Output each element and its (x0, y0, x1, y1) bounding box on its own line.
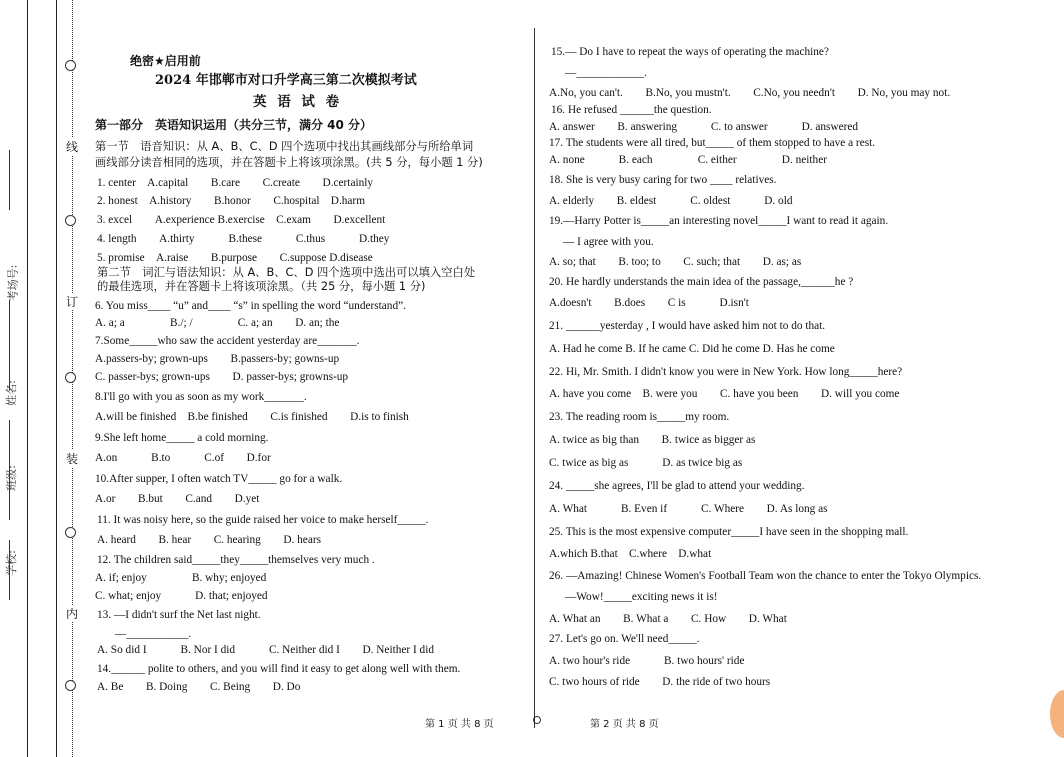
question-15-blank: —____________. (565, 67, 647, 79)
question-13: 13. —I didn't surf the Net last night. (97, 609, 261, 621)
circle-mark (65, 680, 76, 691)
question-24-options: A. What B. Even if C. Where D. As long as (549, 503, 828, 515)
question-18: 18. She is very busy caring for two ____ relatives. (549, 174, 777, 186)
question-10: 10.After supper, I often watch TV_____ go for a walk. (95, 473, 343, 485)
part-heading: 第一部分 英语知识运用（共分三节，满分 40 分） (95, 118, 373, 132)
question-19-options: A. so; that B. too; to C. such; that D. as; as (549, 256, 802, 268)
question-27-options: C. two hours of ride D. the ride of two hours (549, 676, 771, 688)
page-divider (534, 28, 535, 728)
question-1: 1. center A.capital B.care C.create D.certainly (97, 177, 374, 189)
page-number-right: 第 2 页 共 8 页 (590, 719, 659, 730)
question-17-options: A. none B. each C. either D. neither (549, 154, 827, 166)
question-13-blank: —___________. (115, 628, 192, 640)
question-15: 15.— Do I have to repeat the ways of operating the machine? (551, 46, 829, 58)
question-21-options: A. Had he come B. If he came C. Did he come D. Has he come (549, 343, 835, 355)
circle-mark (65, 372, 76, 383)
question-3: 3. excel A.experience B.exercise C.exam D.excellent (97, 214, 386, 226)
fill-line (9, 150, 10, 210)
question-5: 5. promise A.raise B.purpose C.suppose D.disease (97, 252, 373, 264)
question-14: 14.______ polite to others, and you will find it easy to get along well with them. (97, 663, 461, 675)
question-9: 9.She left home_____ a cold morning. (95, 432, 269, 444)
question-8: 8.I'll go with you as soon as my work_______. (95, 391, 307, 403)
binding-mark: 内 (65, 607, 78, 621)
question-14-options: A. Be B. Doing C. Being D. Do (97, 681, 301, 693)
binding-mark: 订 (65, 295, 78, 309)
question-23-options: A. twice as big than B. twice as bigger as (549, 434, 756, 446)
question-27: 27. Let's go on. We'll need_____. (549, 633, 700, 645)
section-instruction: 第一节 语音知识：从 A、B、C、D 四个选项中找出其画线部分与所给单词 (95, 140, 474, 153)
question-8-options: A.will be finished B.be finished C.is finished D.is to finish (95, 411, 409, 423)
question-15-options: A.No, you can't. B.No, you mustn't. C.No, you needn't D. No, you may not. (549, 87, 951, 99)
binding-mark: 线 (65, 140, 78, 154)
section-instruction: 的最佳选项，并在答题卡上将该项涂黑。（共 25 分，每小题 1 分) (97, 280, 426, 293)
question-26-options: A. What an B. What a C. How D. What (549, 613, 787, 625)
question-23: 23. The reading room is_____my room. (549, 411, 730, 423)
center-dot (533, 716, 541, 724)
question-20-options: A.doesn't B.does C is D.isn't (549, 297, 749, 309)
question-9-options: A.on B.to C.of D.for (95, 452, 271, 464)
class-label: 班级: (4, 465, 18, 491)
question-7-options: A.passers-by; grown-ups B.passers-by; gowns-up (95, 353, 340, 365)
question-17: 17. The students were all tired, but_____ of them stopped to have a rest. (549, 137, 876, 149)
exam-title: 2024 年邯郸市对口升学高三第二次模拟考试 (155, 73, 417, 88)
question-26-reply: —Wow!_____exciting news it is! (565, 591, 718, 603)
floating-widget[interactable] (1050, 690, 1064, 738)
section-instruction: 画线部分读音相同的选项，并在答题卡上将该项涂黑。(共 5 分，每小题 1 分) (95, 156, 483, 169)
question-12: 12. The children said_____they_____themselves very much . (97, 554, 375, 566)
question-22: 22. Hi, Mr. Smith. I didn't know you were in New York. How long_____here? (549, 366, 903, 378)
question-16: 16. He refused ______the question. (551, 104, 712, 116)
question-23-options: C. twice as big as D. as twice big as (549, 457, 743, 469)
question-24: 24. _____she agrees, I'll be glad to attend your wedding. (549, 480, 805, 492)
section-instruction: 第二节 词汇与语法知识：从 A、B、C、D 四个选项中选出可以填入空白处 (97, 266, 476, 279)
margin-rule (27, 0, 28, 757)
question-2: 2. honest A.history B.honor C.hospital D.harm (97, 195, 365, 207)
fill-line (9, 300, 10, 390)
question-7: 7.Some_____who saw the accident yesterday are_______. (95, 335, 360, 347)
question-11: 11. It was noisy here, so the guide raised her voice to make herself_____. (97, 514, 429, 526)
question-27-options: A. two hour's ride B. two hours' ride (549, 655, 745, 667)
school-label: 学校: (4, 550, 18, 576)
question-12-options: C. what; enjoy D. that; enjoyed (95, 590, 268, 602)
page-number-left: 第 1 页 共 8 页 (425, 719, 494, 730)
question-18-options: A. elderly B. eldest C. oldest D. old (549, 195, 793, 207)
question-10-options: A.or B.but C.and D.yet (95, 493, 260, 505)
question-25: 25. This is the most expensive computer_____I have seen in the shopping mall. (549, 526, 909, 538)
name-label: 姓名: (4, 380, 18, 406)
question-6-options: A. a; a B./; / C. a; an D. an; the (95, 317, 340, 329)
margin-rule (56, 0, 57, 757)
question-19: 19.—Harry Potter is_____an interesting novel_____I want to read it again. (549, 215, 889, 227)
question-11-options: A. heard B. hear C. hearing D. hears (97, 534, 321, 546)
binding-mark: 装 (65, 452, 78, 466)
question-25-options: A.which B.that C.where D.what (549, 548, 712, 560)
question-4: 4. length A.thirty B.these C.thus D.they (97, 233, 390, 245)
question-19-reply: — I agree with you. (563, 236, 654, 248)
circle-mark (65, 215, 76, 226)
circle-mark (65, 60, 76, 71)
binding-margin (0, 0, 82, 757)
subject-title: 英 语 试 卷 (253, 94, 343, 110)
question-20: 20. He hardly understands the main idea of the passage,______he ? (549, 276, 854, 288)
question-6: 6. You miss____ “u” and____ “s” in spelling the word “understand”. (95, 300, 406, 312)
question-21: 21. ______yesterday , I would have asked him not to do that. (549, 320, 826, 332)
circle-mark (65, 527, 76, 538)
exam-room-label: 考场号: (6, 264, 20, 302)
question-26: 26. —Amazing! Chinese Women's Football Team won the chance to enter the Tokyo Olympics. (549, 570, 982, 582)
question-12-options: A. if; enjoy B. why; enjoyed (95, 572, 267, 584)
question-16-options: A. answer B. answering C. to answer D. answered (549, 121, 859, 133)
question-22-options: A. have you come B. were you C. have you been D. will you come (549, 388, 900, 400)
question-7-options: C. passer-bys; grown-ups D. passer-bys; growns-up (95, 371, 349, 383)
confidential-mark: 绝密★启用前 (130, 54, 201, 68)
question-13-options: A. So did I B. Nor I did C. Neither did I D. Neither I did (97, 644, 434, 656)
